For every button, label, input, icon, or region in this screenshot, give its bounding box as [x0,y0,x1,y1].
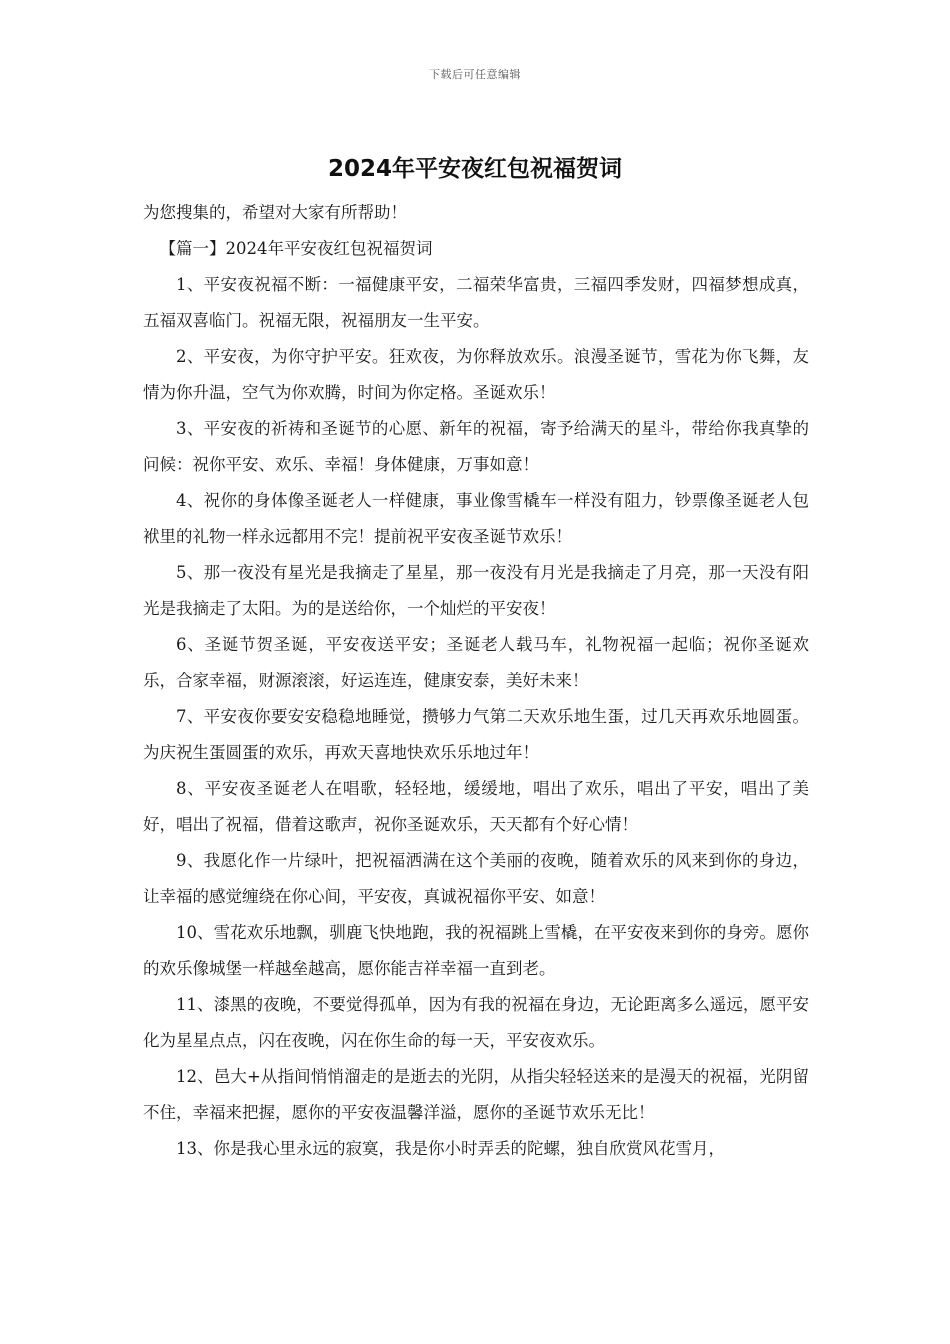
wish-item-6: 6、圣诞节贺圣诞，平安夜送平安；圣诞老人载马车，礼物祝福一起临；祝你圣诞欢乐，合家幸福，财源滚滚，好运连连，健康安泰，美好未来！ [143,635,809,690]
wish-item-4: 4、祝你的身体像圣诞老人一样健康，事业像雪橇车一样没有阻力，钞票像圣诞老人包袱里的礼物一样永远都用不完！提前祝平安夜圣诞节欢乐！ [143,491,809,546]
wish-item-1: 1、平安夜祝福不断：一福健康平安，二福荣华富贵，三福四季发财，四福梦想成真，五福双喜临门。祝福无限，祝福朋友一生平安。 [143,275,809,330]
wish-item-8: 8、平安夜圣诞老人在唱歌，轻轻地，缓缓地，唱出了欢乐，唱出了平安，唱出了美好，唱出了祝福，借着这歌声，祝你圣诞欢乐，天天都有个好心情！ [143,779,809,834]
wish-item-9: 9、我愿化作一片绿叶，把祝福洒满在这个美丽的夜晚，随着欢乐的风来到你的身边，让幸福的感觉缠绕在你心间，平安夜，真诚祝福你平安、如意！ [143,851,809,906]
wish-item-10: 10、雪花欢乐地飘，驯鹿飞快地跑，我的祝福跳上雪橇，在平安夜来到你的身旁。愿你的欢乐像城堡一样越垒越高，愿你能吉祥幸福一直到老。 [143,923,809,978]
header-note: 下载后可任意编辑 [429,68,521,81]
document-body [143,195,809,1167]
wish-item-3: 3、平安夜的祈祷和圣诞节的心愿、新年的祝福，寄予给满天的星斗，带给你我真挚的问候：祝你平安、欢乐、幸福！身体健康，万事如意！ [143,419,809,474]
section-label: 【篇一】2024年平安夜红包祝福贺词 [159,239,433,258]
wish-item-11: 11、漆黑的夜晚，不要觉得孤单，因为有我的祝福在身边，无论距离多么遥远，愿平安化为星星点点，闪在夜晚，闪在你生命的每一天，平安夜欢乐。 [143,995,809,1050]
wish-item-5: 5、那一夜没有星光是我摘走了星星，那一夜没有月光是我摘走了月亮，那一天没有阳光是我摘走了太阳。为的是送给你，一个灿烂的平安夜！ [143,563,809,618]
wish-item-12: 12、邑大+从指间悄悄溜走的是逝去的光阴，从指尖轻轻送来的是漫天的祝福，光阴留不住，幸福来把握，愿你的平安夜温馨洋溢，愿你的圣诞节欢乐无比！ [143,1067,809,1122]
intro-line: 为您搜集的，希望对大家有所帮助！ [143,203,407,222]
wish-item-13: 13、你是我心里永远的寂寞，我是你小时弄丢的陀螺，独自欣赏风花雪月， [176,1139,725,1158]
document-title: 2024年平安夜红包祝福贺词 [327,156,622,182]
wish-item-2: 2、平安夜，为你守护平安。狂欢夜，为你释放欢乐。浪漫圣诞节，雪花为你飞舞，友情为你升温，空气为你欢腾，时间为你定格。圣诞欢乐！ [143,347,809,402]
wish-item-7: 7、平安夜你要安安稳稳地睡觉，攒够力气第二天欢乐地生蛋，过几天再欢乐地圆蛋。为庆祝生蛋圆蛋的欢乐，再欢天喜地快欢乐乐地过年！ [143,707,809,762]
